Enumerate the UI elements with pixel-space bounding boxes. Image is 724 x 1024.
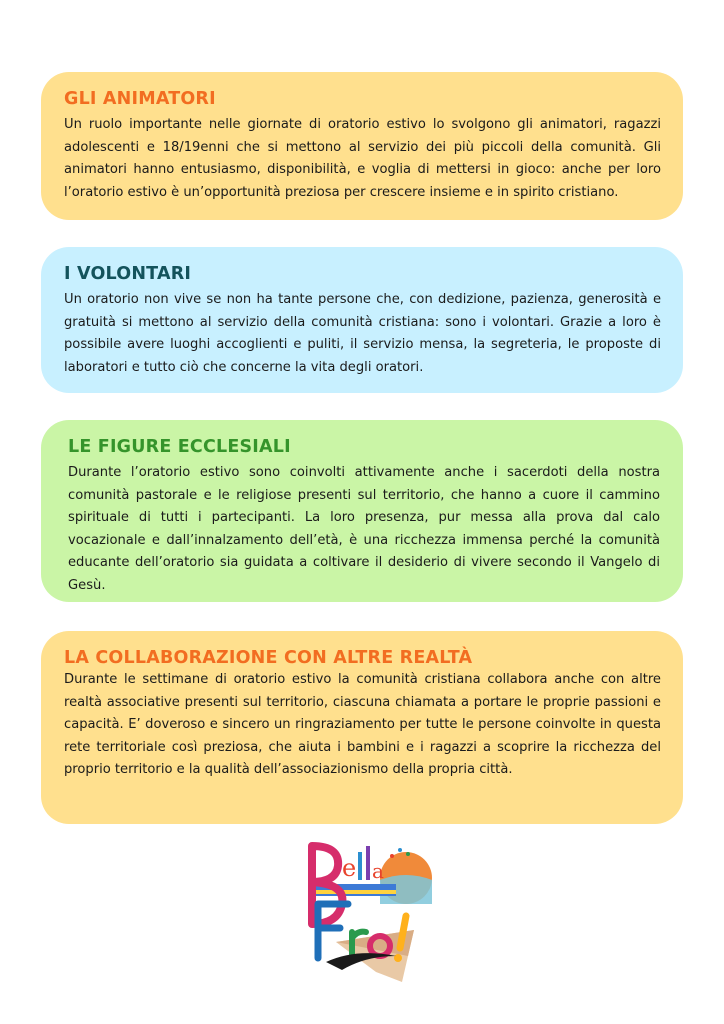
logo-dot	[406, 852, 410, 856]
section-text: Un oratorio non vive se non ha tante persone che, con dedizione, pazienza, generosità e gratuità si mettono al servizio della comunità cristiana: sono i volontari. Grazie a loro è possibile avere luoghi accoglienti e puliti, il servizio mensa, la segreteria, le proposte di laboratori e tutto ciò che concerne la vita degli oratori.	[64, 292, 661, 375]
section-title: LE FIGURE ECCLESIALI	[68, 437, 291, 457]
logo-letter-a: a	[372, 859, 384, 883]
section-title: I VOLONTARI	[64, 264, 192, 284]
section-card-volontari	[41, 247, 683, 393]
logo-dot	[390, 854, 394, 858]
logo-dot	[398, 848, 402, 852]
logo-letter-l2	[366, 846, 370, 880]
section-title: LA COLLABORAZIONE CON ALTRE REALTÀ	[64, 648, 473, 668]
logo-graphic	[296, 832, 436, 990]
section-card-animatori	[41, 72, 683, 220]
logo-letter-e: e	[342, 854, 357, 882]
section-text: Durante le settimane di oratorio estivo la comunità cristiana collabora anche con altre realtà associative presenti sul territorio, ciascuna chiamata a portare le proprie passioni e capacità. E’ doveroso e sincero un ringraziamento per tutte le persone coinvolte in questa rete territoriale così preziosa, che aiuta i bambini e i ragazzi a scoprire la ricchezza del proprio territorio e la qualità dell’associazionismo della propria città.	[64, 672, 661, 778]
section-text: Durante l’oratorio estivo sono coinvolti attivamente anche i sacerdoti della nostra comunità pastorale e le religiose presenti sul territorio, che hanno a cuore il cammino spirituale di tutti i partecipanti. La loro presenza, pur messa alla prova dal calo vocazionale e dall’innalzamento dell’età, è una ricchezza immensa perché la comunità educante dell’oratorio sia guidata a coltivare il desiderio di vivere secondo il Vangelo di Gesù.	[68, 465, 660, 593]
section-card-collaborazione	[41, 631, 683, 824]
logo-letter-l1	[358, 852, 362, 880]
logo-exclamation-dot	[394, 954, 402, 962]
logo-band-yellow	[314, 890, 396, 894]
section-text: Un ruolo importante nelle giornate di oratorio estivo lo svolgono gli animatori, ragazzi adolescenti e 18/19enni che si mettono al servizio dei più piccoli della comunità. Gli animatori hanno entusiasmo, disponibilità, e voglia di mettersi in gioco: anche per loro l’oratorio estivo è un’opportunità preziosa per crescere insieme e in spirito cristiano.	[64, 117, 661, 200]
section-title: GLI ANIMATORI	[64, 89, 216, 109]
section-card-figure-ecclesiali	[41, 420, 683, 602]
bella-fra-logo	[296, 832, 436, 990]
